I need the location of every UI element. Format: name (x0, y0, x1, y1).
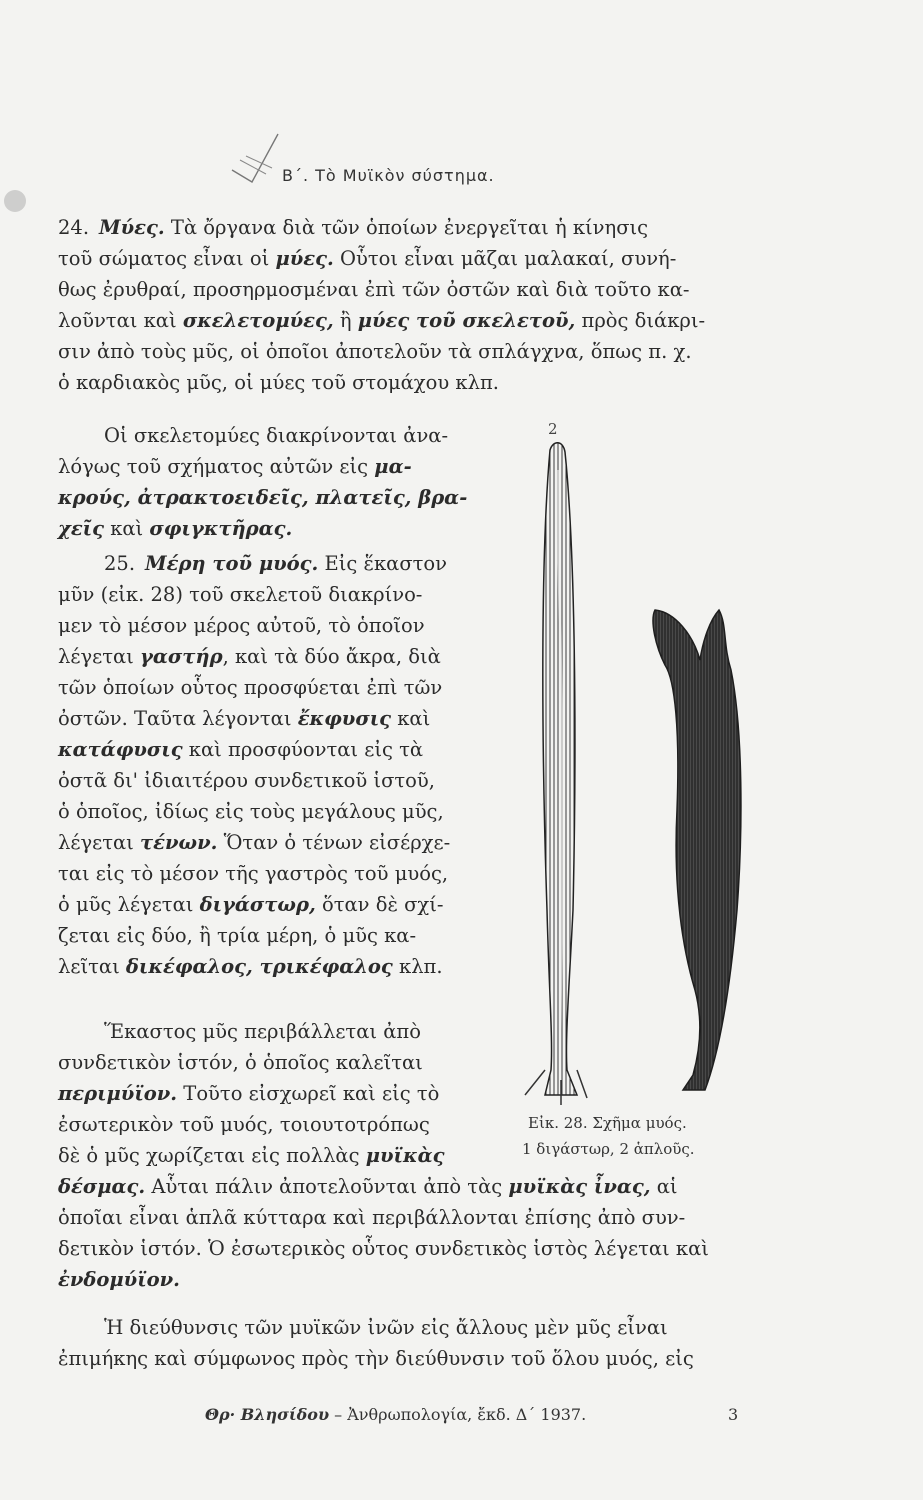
text-run: λόγως τοῦ σχήματος αὐτῶν εἰς (58, 455, 375, 478)
term: Μέρη τοῦ μυός. (145, 552, 319, 575)
text-run: μῦν (εἰκ. 28) τοῦ σκελετοῦ διακρίνο- (58, 583, 423, 606)
text-run: Αὗται πάλιν ἀποτελοῦνται ἀπὸ τὰς (145, 1175, 509, 1198)
text-line (58, 610, 488, 641)
text-run: , καὶ τὰ δύο ἄκρα, διὰ (222, 645, 441, 668)
text-run: ὁ ὁποῖος, ἰδίως εἰς τοὺς μεγάλους μῦς, (58, 800, 444, 823)
text-run: δὲ ὁ μῦς χωρίζεται εἰς πολλὰς (58, 1144, 366, 1167)
text-run: καὶ (104, 517, 150, 540)
text-run: λεῖται (58, 955, 126, 978)
text-line (58, 951, 488, 982)
text-line (58, 703, 488, 734)
text-line (58, 367, 768, 398)
binding-hole-mark (4, 190, 26, 212)
term: ἐνδομύϊον. (58, 1268, 180, 1291)
text-line (58, 420, 488, 451)
text-line (58, 305, 768, 336)
text-run: μεν τὸ μέσον μέρος αὐτοῦ, τὸ ὁποῖον (58, 614, 425, 637)
section-heading: Β΄. Τὸ Μυϊκὸν σύστημα. (282, 166, 495, 185)
text-run: λέγεται (58, 831, 141, 854)
fusiform-muscle (525, 443, 587, 1105)
term: σφιγκτῆρας. (149, 517, 293, 540)
text-run: τοῦ σώματος εἶναι οἱ (58, 247, 276, 270)
term: τένων. (140, 831, 218, 854)
paragraph-number: 24. (58, 216, 90, 239)
footer-book-info: – Ἀνθρωπολογία, ἔκδ. Δ΄ 1937. (329, 1405, 587, 1424)
text-run: δετικὸν ἱστόν. Ὁ ἐσωτερικὸς οὗτος συνδετικὸς ἱστὸς λέγεται καὶ (58, 1237, 709, 1260)
text-line (58, 548, 488, 579)
term: σκελετομύες, (182, 309, 334, 332)
term: μύες τοῦ σκελετοῦ, (357, 309, 576, 332)
text-run: Οὗτοι εἶναι μᾶζαι μαλακαί, συνή- (333, 247, 677, 270)
term: χεῖς (58, 517, 104, 540)
text-line (58, 579, 488, 610)
figure-caption (522, 1110, 782, 1162)
text-line (58, 1171, 768, 1202)
paragraph-25 (58, 548, 488, 982)
footer-author: Θρ· Βλησίδου (205, 1405, 330, 1424)
term: περιμύϊον. (58, 1082, 178, 1105)
text-run: Οἱ σκελετομύες διακρίνονται ἀνα- (104, 424, 449, 447)
text-line (58, 212, 768, 243)
text-line (58, 672, 488, 703)
two-headed-muscle (653, 610, 741, 1090)
text-run: Ὅταν ὁ τένων εἰσέρχε- (217, 831, 451, 854)
text-run: αἱ (650, 1175, 678, 1198)
term: Μύες. (99, 216, 165, 239)
text-line (58, 1343, 768, 1374)
text-run: λοῦνται καὶ (58, 309, 183, 332)
text-run: καὶ προσφύονται εἰς τὰ (182, 738, 424, 761)
text-run: ὀστῶν. Ταῦτα λέγονται (58, 707, 298, 730)
text-run: πρὸς διάκρι- (575, 309, 706, 332)
text-run: Τὰ ὄργανα διὰ τῶν ὁποίων ἐνεργεῖται ἡ κίνησις (164, 216, 649, 239)
text-run: τῶν ὁποίων οὗτος προσφύεται ἐπὶ τῶν (58, 676, 443, 699)
text-line (58, 336, 768, 367)
text-run: ζεται εἰς δύο, ἢ τρία μέρη, ὁ μῦς κα- (58, 924, 417, 947)
figure-label-2: 2 (548, 420, 558, 438)
text-run: ὅταν δὲ σχί- (315, 893, 444, 916)
text-line (58, 889, 488, 920)
text-run: κλπ. (392, 955, 443, 978)
text-run: θως ἐρυθραί, προσηρμοσμέναι ἐπὶ τῶν ὀστῶν καὶ διὰ τοῦτο κα- (58, 278, 690, 301)
paragraph-number: 25. (104, 552, 136, 575)
text-run: σιν ἀπὸ τοὺς μῦς, οἱ ὁποῖοι ἀποτελοῦν τὰ σπλάγχνα, ὅπως π. χ. (58, 340, 692, 363)
text-line (58, 641, 488, 672)
text-run: καὶ (391, 707, 431, 730)
text-line (58, 827, 488, 858)
text-run: Ἕκαστος μῦς περιβάλλεται ἀπὸ (104, 1020, 421, 1043)
text-line (58, 451, 488, 482)
paragraph-24 (58, 212, 768, 398)
text-line (58, 243, 768, 274)
term: μύες. (275, 247, 334, 270)
text-line (58, 482, 488, 513)
term: κρούς, ἀτρακτοειδεῖς, πλατεῖς, βρα- (58, 486, 468, 509)
text-run: ὁ καρδιακὸς μῦς, οἱ μύες τοῦ στομάχου κλπ. (58, 371, 499, 394)
page-number: 3 (728, 1405, 739, 1424)
term: διγάστωρ, (199, 893, 316, 916)
text-line (58, 1312, 768, 1343)
text-line (58, 274, 768, 305)
text-run: ἢ (333, 309, 358, 332)
text-run: ἐσωτερικὸν τοῦ μυός, τοιουτοτρόπως (58, 1113, 430, 1136)
text-run: Ἡ διεύθυνσις τῶν μυϊκῶν ἰνῶν εἰς ἄλλους μὲν μῦς εἶναι (104, 1316, 668, 1339)
text-line (58, 1264, 768, 1295)
text-line (58, 734, 488, 765)
caption-line: 1 διγάστωρ, 2 ἁπλοῦς. (522, 1140, 695, 1158)
text-run: Τοῦτο εἰσχωρεῖ καὶ εἰς τὸ (177, 1082, 440, 1105)
text-run: ἐπιμήκης καὶ σύμφωνος πρὸς τὴν διεύθυνσιν τοῦ ὅλου μυός, εἰς (58, 1347, 694, 1370)
text-line (58, 1233, 768, 1264)
text-run: λέγεται (58, 645, 141, 668)
term: μα- (374, 455, 412, 478)
paragraph-direction (58, 1312, 768, 1374)
text-line (58, 765, 488, 796)
text-line (58, 858, 488, 889)
term: δικέφαλος, τρικέφαλος (125, 955, 393, 978)
text-line (58, 1202, 768, 1233)
term: δέσμας. (58, 1175, 146, 1198)
term: μυϊκὰς ἶνας, (508, 1175, 651, 1198)
text-run: ὀστᾶ δι' ἰδιαιτέρου συνδετικοῦ ἱστοῦ, (58, 769, 435, 792)
term: κατάφυσις (58, 738, 183, 761)
text-line (58, 920, 488, 951)
page-footer (205, 1405, 765, 1424)
text-run: Εἰς ἕκαστον (318, 552, 448, 575)
text-run: συνδετικὸν ἱστόν, ὁ ὁποῖος καλεῖται (58, 1051, 423, 1074)
text-line (58, 513, 488, 544)
text-line (58, 796, 488, 827)
term: ἔκφυσις (297, 707, 392, 730)
term: μυϊκὰς (365, 1144, 445, 1167)
pencil-checkmark-icon (228, 130, 288, 190)
text-run: ται εἰς τὸ μέσον τῆς γαστρὸς τοῦ μυός, (58, 862, 449, 885)
caption-line: Εἰκ. 28. Σχῆμα μυός. (528, 1114, 687, 1132)
paragraph-shapes (58, 420, 488, 544)
text-run: ὁ μῦς λέγεται (58, 893, 200, 916)
muscle-figure (505, 430, 745, 1110)
term: γαστήρ (140, 645, 223, 668)
text-run: ὁποῖαι εἶναι ἁπλᾶ κύτταρα καὶ περιβάλλονται ἐπίσης ἀπὸ συν- (58, 1206, 686, 1229)
